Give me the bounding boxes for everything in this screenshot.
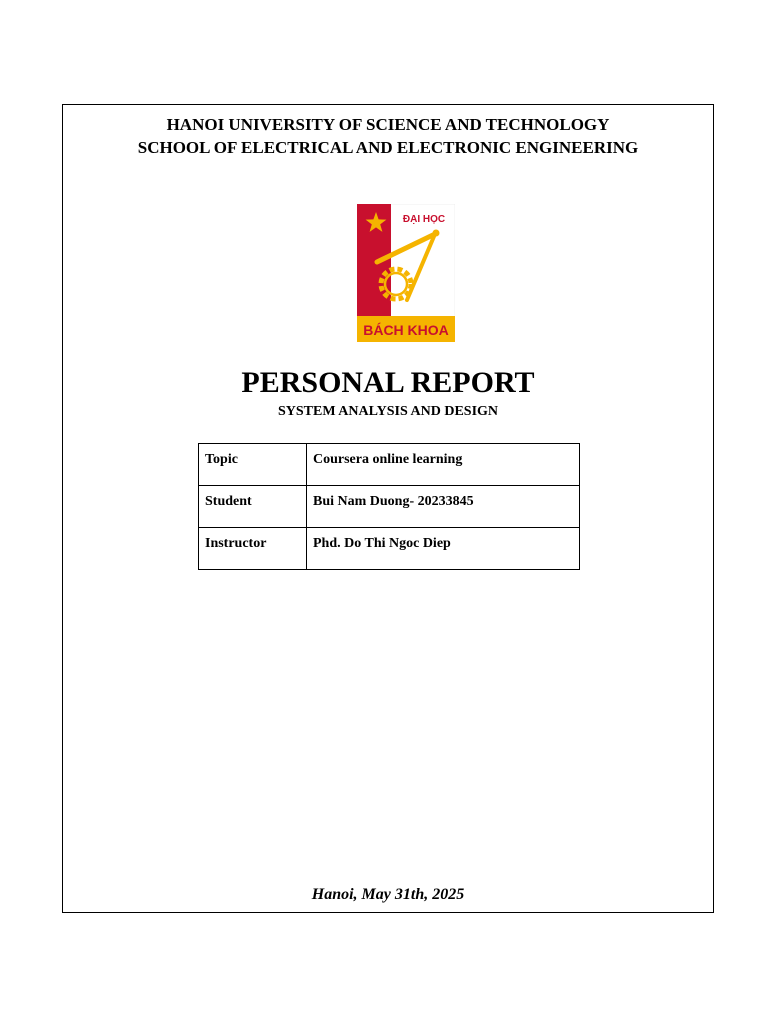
university-name: HANOI UNIVERSITY OF SCIENCE AND TECHNOLOGY [166,115,610,134]
table-row [199,528,580,570]
logo-top-text: ĐẠI HỌC [402,214,446,225]
table-row [199,444,580,486]
institution-header [63,113,713,159]
student-value: Bui Nam Duong- 20233845 [307,486,580,528]
bach-khoa-logo [357,204,455,342]
topic-label: Topic [199,444,307,486]
report-info-table [198,443,580,570]
cover-page-frame [62,104,714,913]
topic-value: Coursera online learning [307,444,580,486]
place-date: Hanoi, May 31th, 2025 [311,886,465,903]
logo-bottom-text: BÁCH KHOA [363,322,449,338]
report-subtitle: SYSTEM ANALYSIS AND DESIGN [277,404,499,419]
student-label: Student [199,486,307,528]
instructor-label: Instructor [199,528,307,570]
table-row [199,486,580,528]
instructor-value: Phd. Do Thi Ngoc Diep [307,528,580,570]
school-name: SCHOOL OF ELECTRICAL AND ELECTRONIC ENGINEERING [137,138,639,157]
report-title: PERSONAL REPORT [241,366,535,399]
